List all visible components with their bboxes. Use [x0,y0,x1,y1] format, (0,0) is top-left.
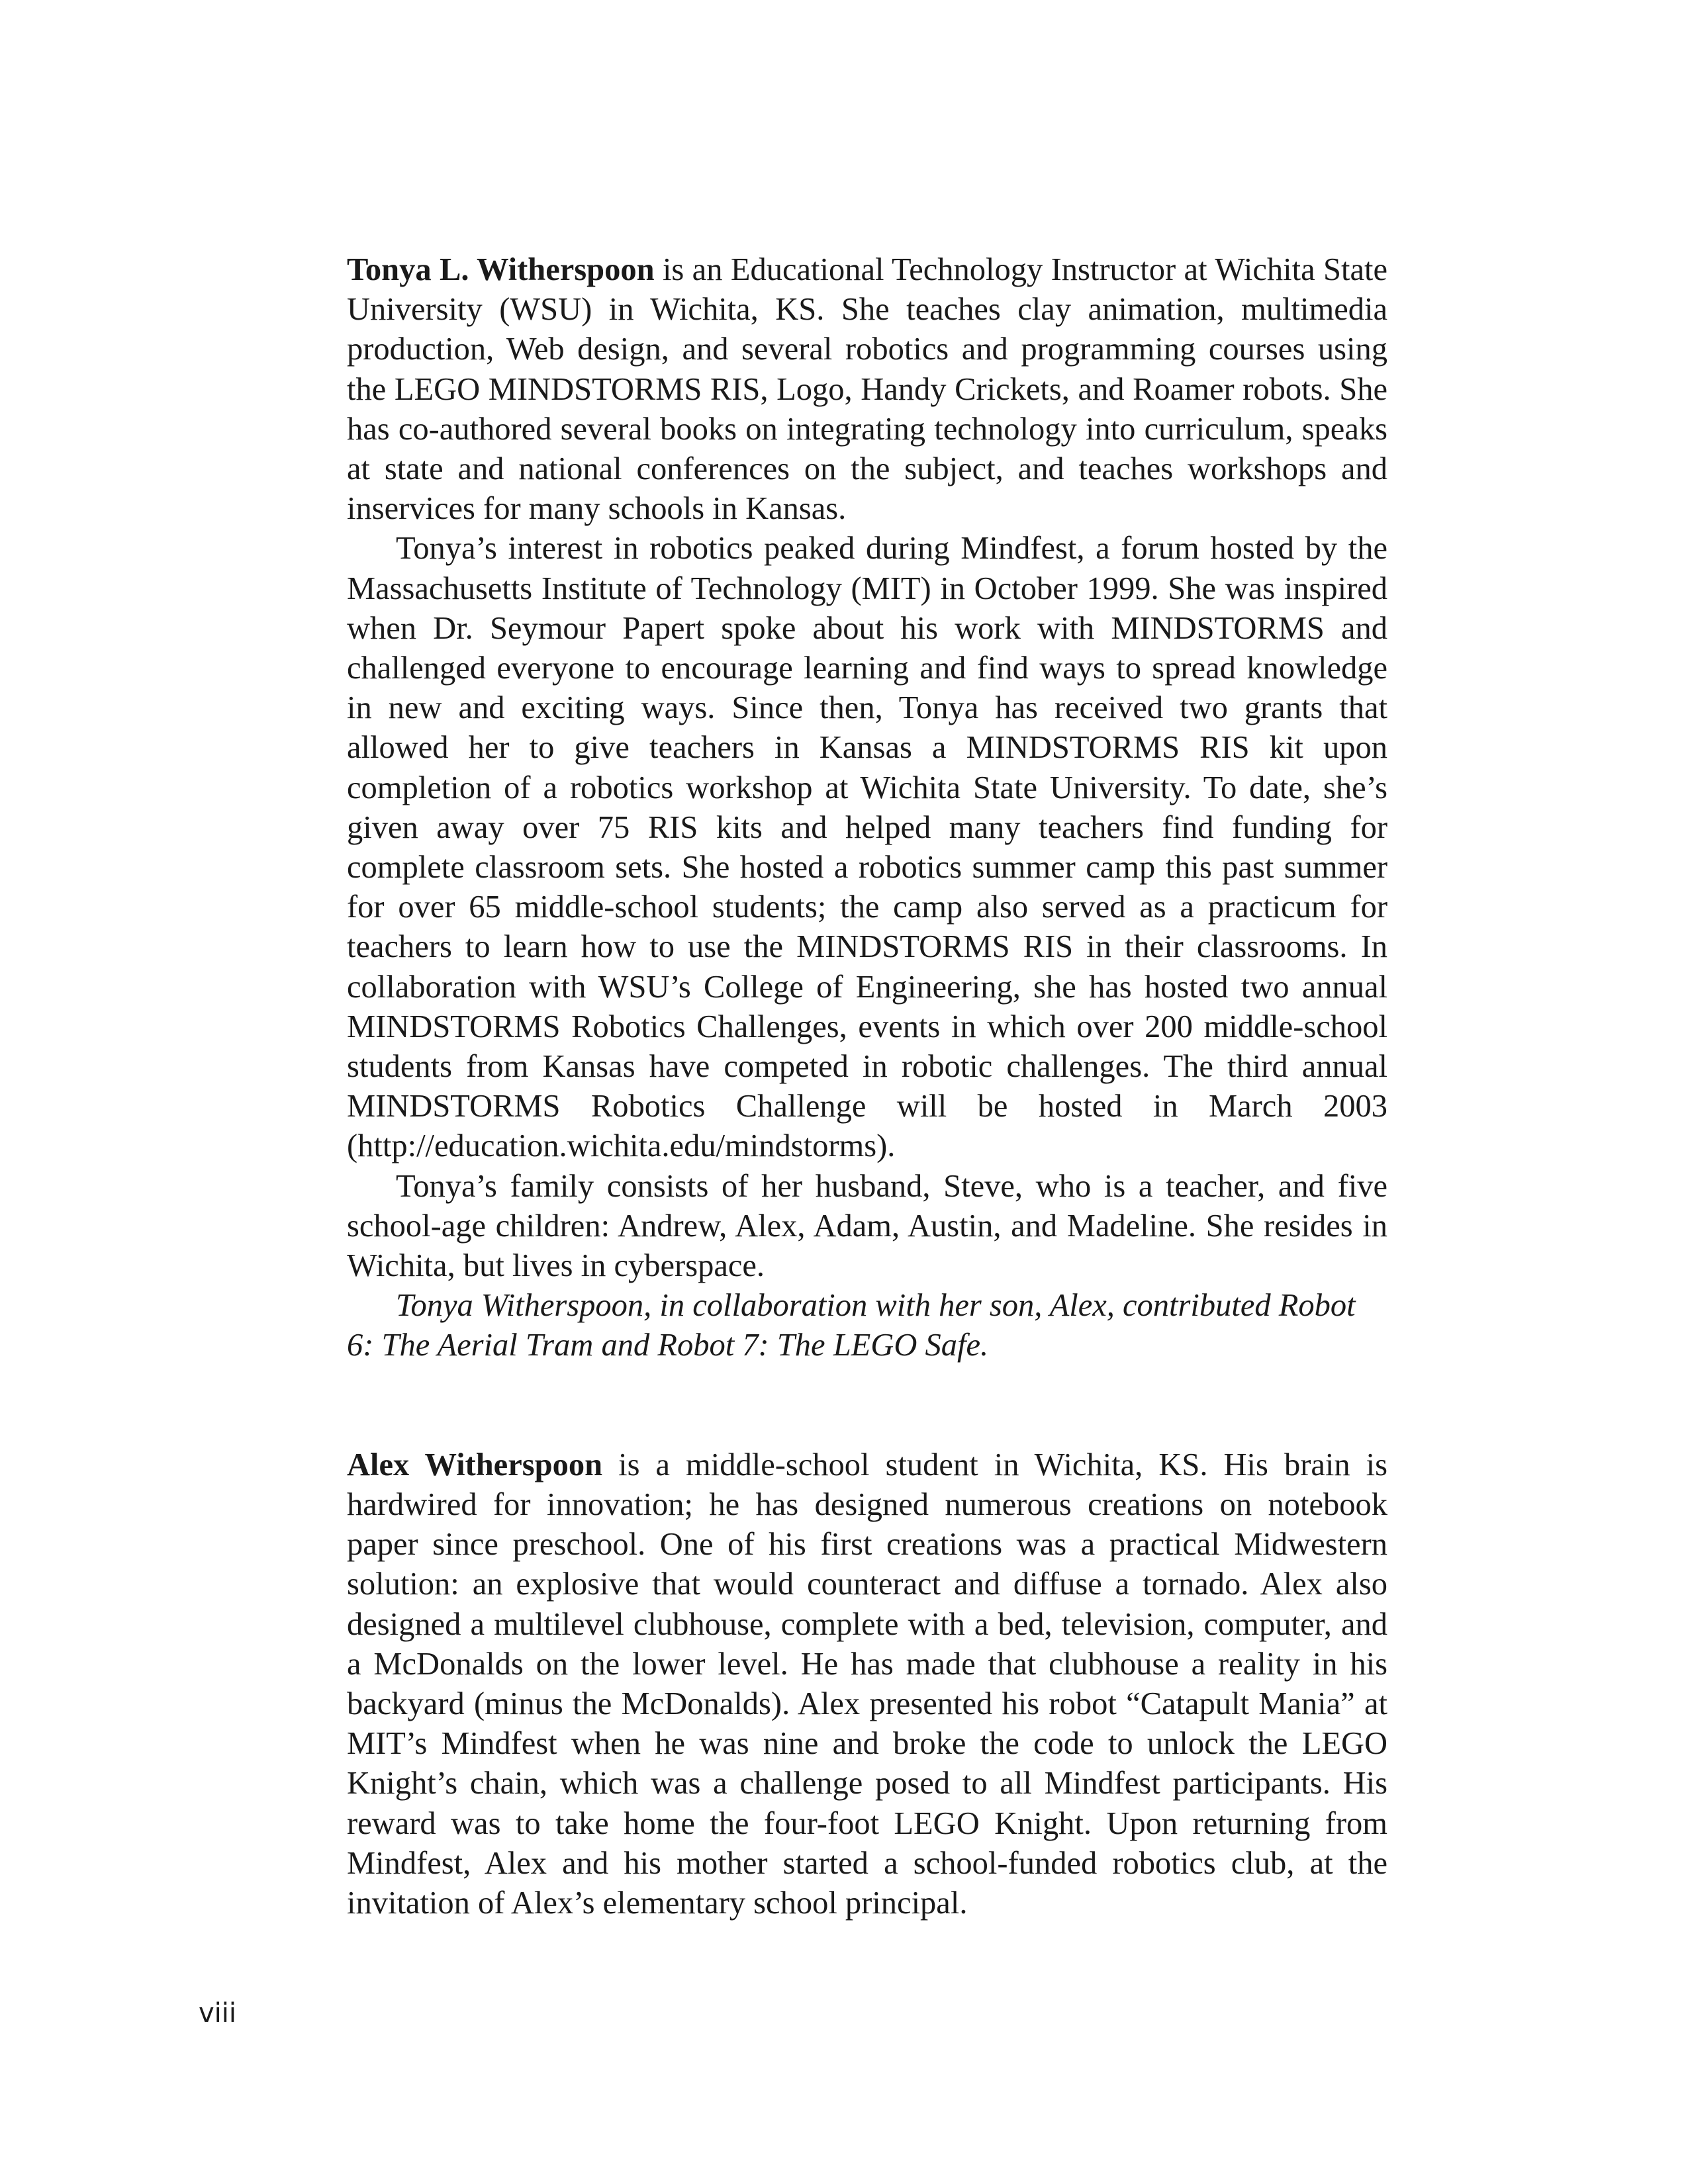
contribution-credit: Tonya Witherspoon, in collaboration with her son, Alex, contributed Robot 6: The Aerial Tram and Robot 7: The LEGO Safe. [347,1288,1356,1363]
bio-paragraph: Tonya’s family consists of her husband, Steve, who is a teacher, and five school-age children: Andrew, Alex, Adam, Austin, and Madeline. She resides in Wichita, but lives in cyberspace. [347,1168,1387,1284]
bio-tonya-witherspoon [347,250,1387,1366]
bio-text: is a middle-school student in Wichita, KS. His brain is hardwired for innovation; he has designed numerous creations on notebook paper since preschool. One of his first creations was a practical Midwestern solution: an explosive that would counteract and diffuse a tornado. Alex also designed a multilevel clubhouse, complete with a bed, television, computer, and a McDonalds on the lower level. He has made that clubhouse a reality in his backyard (minus the McDonalds). Alex presented his robot “Catapult Mania” at MIT’s Mindfest when he was nine and broke the code to unlock the LEGO Knight’s chain, which was a challenge posed to all Mindfest participants. His reward was to take home the four-foot LEGO Knight. Upon returning from Mindfest, Alex and his mother started a school-funded robotics club, at the invitation of Alex’s elementary school principal. [347,1447,1387,1921]
author-name: Alex Witherspoon [347,1447,603,1482]
bio-paragraph [347,250,1387,529]
page-number: viii [199,1998,237,2028]
author-name: Tonya L. Witherspoon [347,252,655,287]
bio-paragraph [347,1445,1387,1923]
bio-text: is an Educational Technology Instructor at Wichita State University (WSU) in Wichita, KS. She teaches clay animation, multimedia production, Web design, and several robotics and programming courses using the LEGO MINDSTORMS RIS, Logo, Handy Crickets, and Roamer robots. She has co-authored several books on integrating technology into curriculum, speaks at state and national conferences on the subject, and teaches workshops and inservices for many schools in Kansas. [347,252,1387,527]
contributor-bios [347,250,1387,1923]
bio-paragraph: Tonya’s interest in robotics peaked during Mindfest, a forum hosted by the Massachusetts Institute of Technology (MIT) in October 1999. She was inspired when Dr. Seymour Papert spoke about his work with MINDSTORMS and challenged everyone to encourage learning and find ways to spread knowledge in new and exciting ways. Since then, Tonya has received two grants that allowed her to give teachers in Kansas a MINDSTORMS RIS kit upon completion of a robotics workshop at Wichita State University. To date, she’s given away over 75 RIS kits and helped many teachers find funding for complete classroom sets. She hosted a robotics summer camp this past summer for over 65 middle-school students; the camp also served as a practicum for teachers to learn how to use the MINDSTORMS RIS in their classrooms. In collaboration with WSU’s College of Engineering, she has hosted two annual MINDSTORMS Robotics Challenges, events in which over 200 middle-school students from Kansas have competed in robotic challenges. The third annual MINDSTORMS Robotics Challenge will be hosted in March 2003 (http://education.wichita.edu/mindstorms). [347,531,1387,1164]
bio-alex-witherspoon [347,1445,1387,1923]
